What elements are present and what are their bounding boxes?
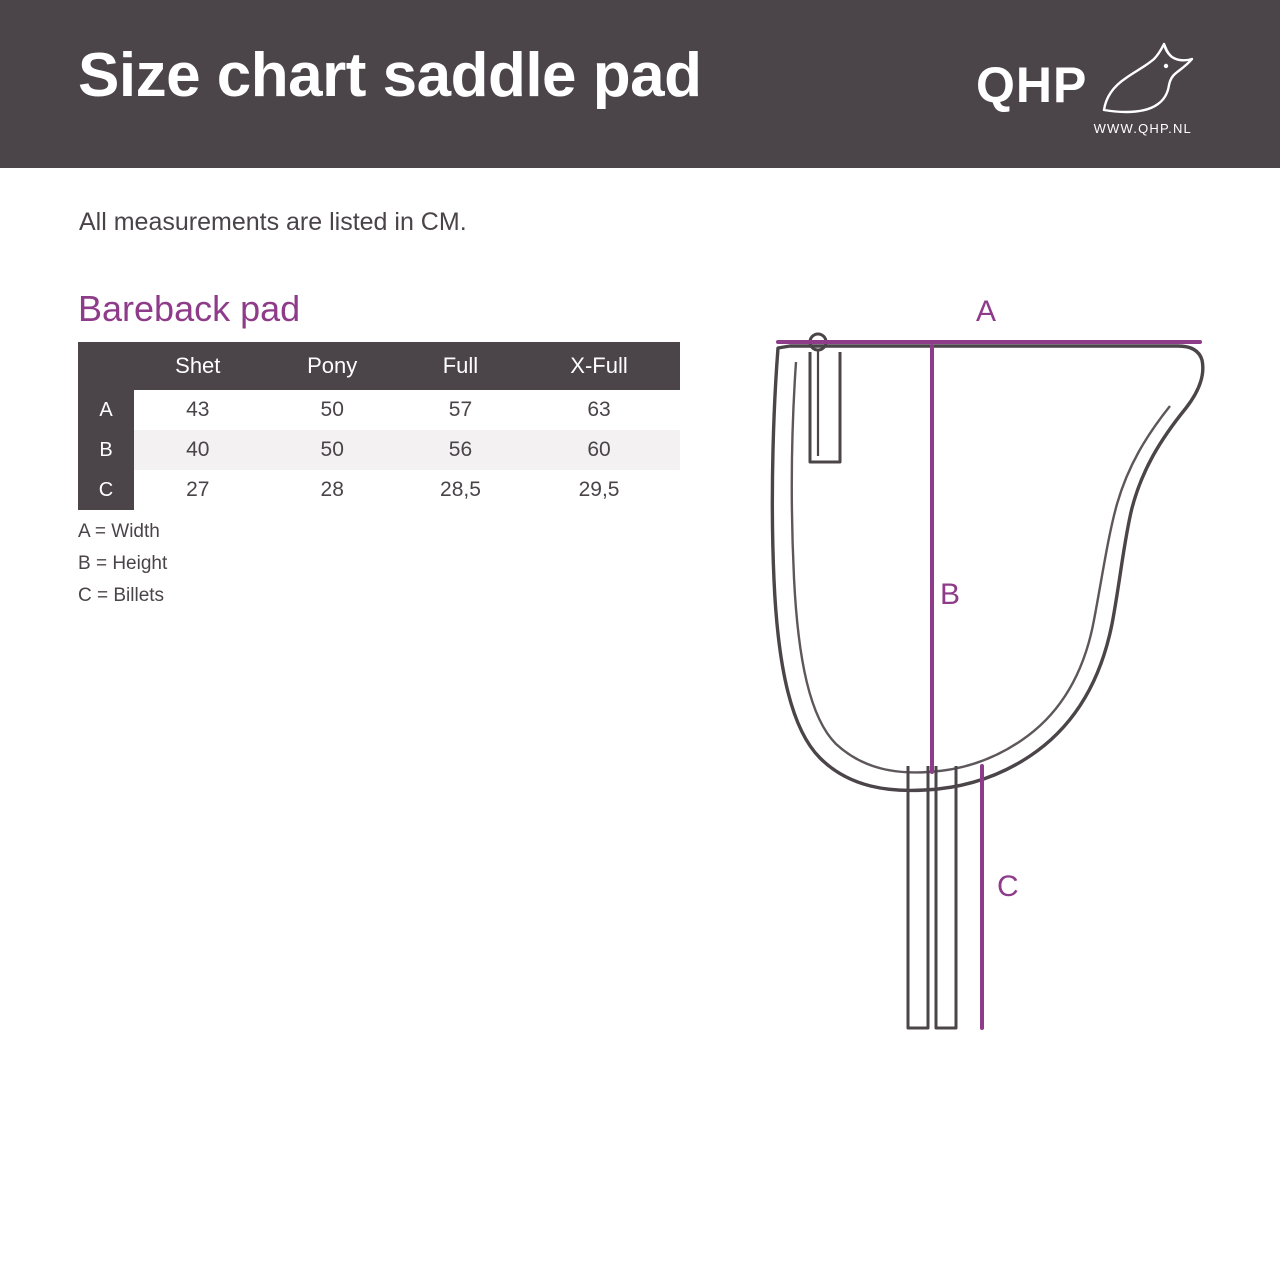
table-corner-cell [78, 342, 134, 390]
legend [78, 516, 167, 612]
cell-a-full: 57 [448, 398, 473, 421]
cell-b-full: 56 [403, 430, 518, 470]
legend-item-b: B = Height [78, 553, 168, 574]
table-row [78, 430, 680, 470]
cell-a-pony: 50 [320, 398, 344, 421]
cell-c-shet: 27 [186, 478, 210, 501]
table-row [78, 470, 680, 510]
logo-url: WWW.QHP.NL [1093, 121, 1192, 136]
horse-head-icon [1086, 42, 1196, 114]
column-header-pony: Pony [262, 342, 403, 390]
bareback-pad-illustration [700, 280, 1260, 1080]
qhp-logo [976, 42, 1196, 138]
column-header-xfull: X-Full [518, 342, 680, 390]
cell-c-xfull: 29,5 [578, 478, 620, 501]
row-label-c: C [78, 470, 134, 510]
table-header [78, 342, 680, 390]
cell-a-xfull: 63 [587, 398, 611, 421]
cell-c-pony: 28 [320, 478, 344, 501]
cell-b-xfull: 60 [518, 430, 680, 470]
dimension-label-a: A [976, 295, 997, 328]
cell-b-pony: 50 [262, 430, 403, 470]
page-header [0, 0, 1280, 168]
column-header-shet: Shet [134, 342, 262, 390]
column-header-full: Full [403, 342, 518, 390]
legend-item-a: A = Width [78, 521, 160, 542]
dimension-label-b: B [940, 578, 961, 611]
cell-b-shet: 40 [134, 430, 262, 470]
logo-wordmark: QHP [976, 57, 1088, 113]
size-table [78, 342, 680, 510]
cell-c-full: 28,5 [440, 478, 481, 501]
page-title: Size chart saddle pad [78, 41, 702, 110]
dimension-label-c: C [997, 870, 1019, 903]
row-label-b: B [78, 430, 134, 470]
bareback-pad-diagram [700, 280, 1260, 1080]
measurement-units-note: All measurements are listed in CM. [79, 208, 467, 236]
table-header-row [78, 342, 680, 390]
table-body [78, 390, 680, 510]
section-title: Bareback pad [78, 288, 301, 329]
table-row [78, 390, 680, 430]
legend-item-c: C = Billets [78, 585, 165, 606]
row-label-a: A [78, 390, 134, 430]
cell-a-shet: 43 [186, 398, 210, 421]
